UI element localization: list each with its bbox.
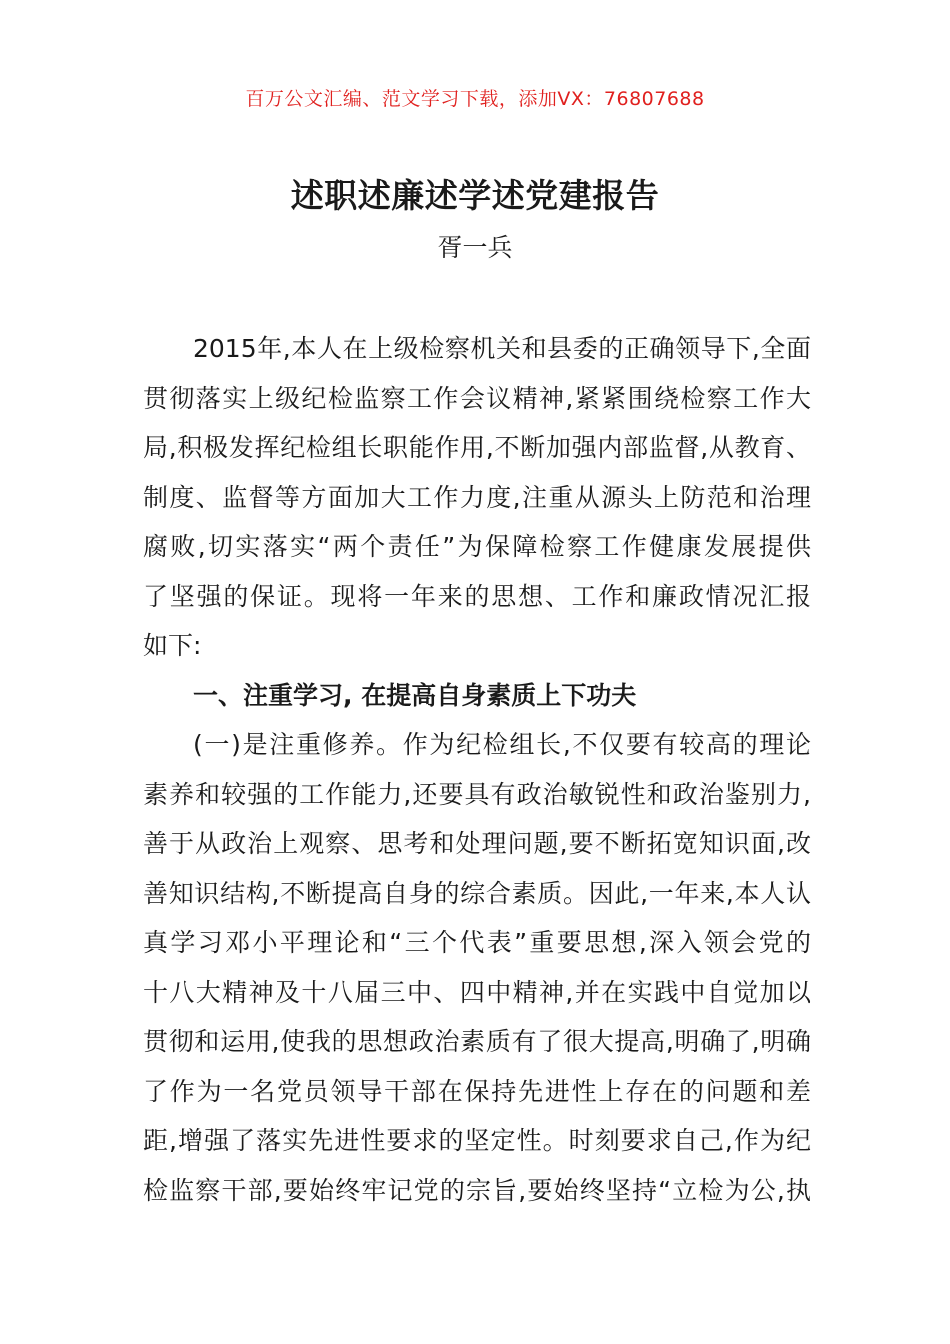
paragraph-line: 贯彻落实上级纪检监察工作会议精神,紧紧围绕检察工作大: [143, 383, 811, 413]
paragraph-line: 2015年,本人在上级检察机关和县委的正确领导下,全面: [193, 334, 811, 363]
promo-banner: 百万公文汇编、范文学习下载，添加VX：76807688: [245, 88, 705, 110]
paragraph-line: 十八大精神及十八届三中、四中精神,并在实践中自觉加以: [143, 977, 811, 1007]
document-title: 述职述廉述学述党建报告: [290, 176, 660, 215]
paragraph-line: 了坚强的保证。现将一年来的思想、工作和廉政情况汇报: [143, 581, 811, 611]
paragraph-line: 真学习邓小平理论和“三个代表”重要思想,深入领会党的: [143, 928, 811, 957]
paragraph-line: 制度、监督等方面加大工作力度,注重从源头上防范和治理: [143, 482, 811, 512]
paragraph-line: 了作为一名党员领导干部在保持先进性上存在的问题和差: [143, 1076, 811, 1106]
paragraph-line: (一)是注重修养。作为纪检组长,不仅要有较高的理论: [193, 730, 811, 759]
document-author: 胥一兵: [437, 233, 513, 262]
paragraph-line: 局,积极发挥纪检组长职能作用,不断加强内部监督,从教育、: [143, 433, 811, 462]
paragraph-line: 素养和较强的工作能力,还要具有政治敏锐性和政治鉴别力,: [143, 779, 811, 809]
document-body: [143, 324, 811, 1215]
paragraph-line: 如下:: [143, 631, 202, 660]
paragraph-line: 善于从政治上观察、思考和处理问题,要不断拓宽知识面,改: [143, 829, 811, 858]
paragraph-line: 善知识结构,不断提高自身的综合素质。因此,一年来,本人认: [143, 878, 811, 908]
paragraph-line: 距,增强了落实先进性要求的坚定性。时刻要求自己,作为纪: [143, 1126, 811, 1155]
section-heading: 一、注重学习, 在提高自身素质上下功夫: [193, 680, 637, 710]
paragraph-line: 检监察干部,要始终牢记党的宗旨,要始终坚持“立检为公,执: [143, 1175, 811, 1205]
paragraph-line: 贯彻和运用,使我的思想政治素质有了很大提高,明确了,明确: [143, 1027, 811, 1056]
paragraph-line: 腐败,切实落实“两个责任”为保障检察工作健康发展提供: [143, 532, 811, 561]
